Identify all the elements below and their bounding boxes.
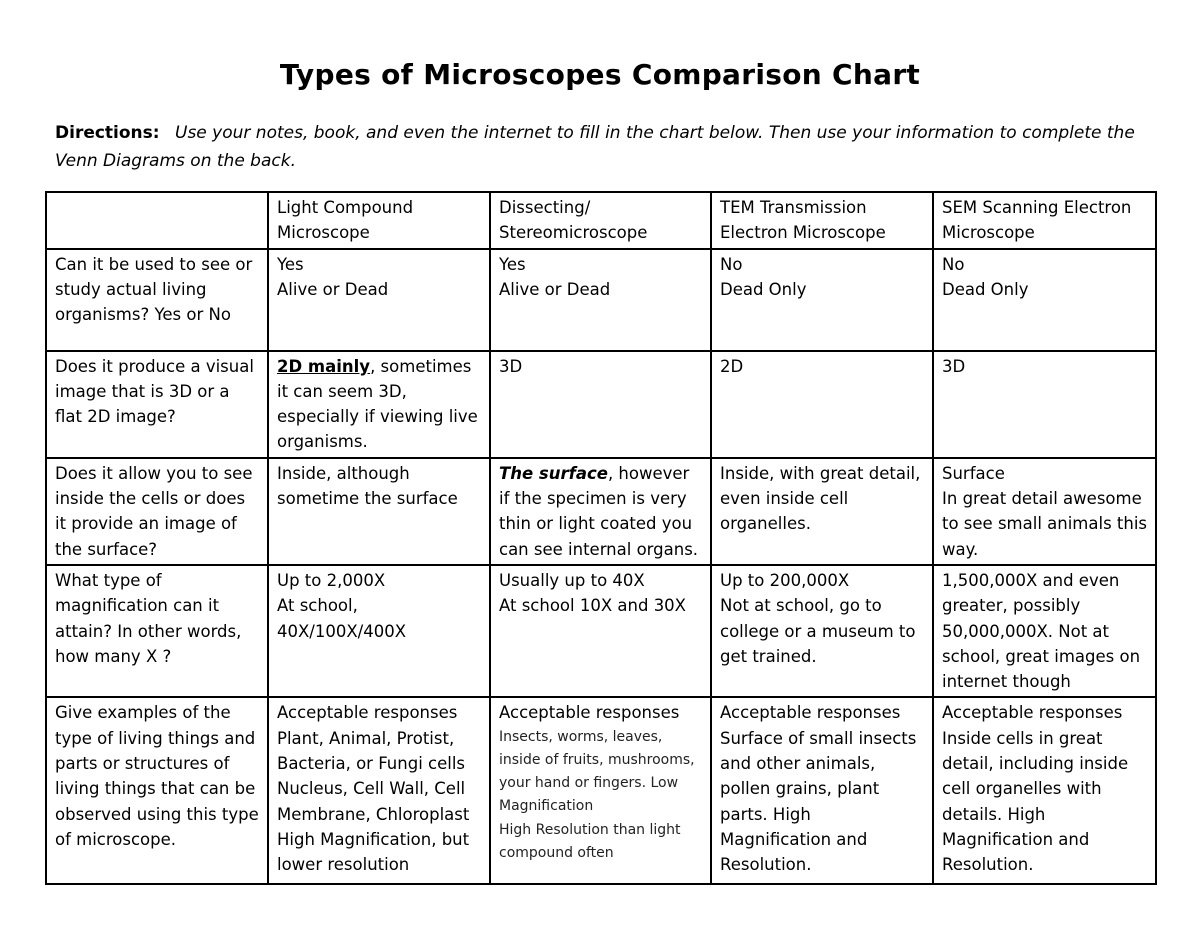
light-compound-cell: Inside, although sometime the surface [268, 458, 490, 565]
header-cell-tem [711, 192, 933, 249]
table-row [46, 565, 1156, 697]
dissecting-cell [490, 458, 711, 565]
dissecting-cell: Yes Alive or Dead [490, 249, 711, 351]
directions [55, 119, 1155, 175]
table-header-row [46, 192, 1156, 249]
header-cell-dissecting [490, 192, 711, 249]
table-row [46, 249, 1156, 351]
sem-cell: Surface In great detail awesome to see small animals this way. [933, 458, 1156, 565]
header-label: Dissecting/ Stereomicroscope [499, 198, 648, 243]
dissecting-cell: 3D [490, 351, 711, 458]
sem-cell: 1,500,000X and even greater, possibly 50,000,000X. Not at school, great images on internet though [933, 565, 1156, 697]
light-compound-cell: Acceptable responses Plant, Animal, Protist, Bacteria, or Fungi cells Nucleus, Cell Wall, Cell Membrane, Chloroplast High Magnification, but lower resolution [268, 697, 490, 884]
tem-cell: Inside, with great detail, even inside cell organelles. [711, 458, 933, 565]
header-cell-light-compound [268, 192, 490, 249]
sem-cell: Acceptable responses Inside cells in great detail, including inside cell organelles with details. High Magnification and Resolution. [933, 697, 1156, 884]
directions-label: Directions: [55, 123, 160, 143]
tem-cell: Up to 200,000X Not at school, go to college or a museum to get trained. [711, 565, 933, 697]
cell-heading: Acceptable responses [499, 703, 680, 723]
header-label: Light Compound Microscope [277, 198, 414, 243]
question-cell: Give examples of the type of living things and parts or structures of living things that can be observed using this type of microscope. [46, 697, 268, 884]
cell-small-text: Insects, worms, leaves, inside of fruits, mushrooms, your hand or fingers. Low Magnification High Resolution than light compound often [499, 728, 695, 861]
question-cell: Does it produce a visual image that is 3D or a flat 2D image? [46, 351, 268, 458]
header-cell-empty [46, 192, 268, 249]
cell-text: , sometimes it can seem 3D, especially if viewing live organisms. [277, 356, 478, 452]
tem-cell: Acceptable responses Surface of small insects and other animals, pollen grains, plant parts. High Magnification and Resolution. [711, 697, 933, 884]
question-cell: What type of magnification can it attain? In other words, how many X ? [46, 565, 268, 697]
emphasis-text: The surface [499, 463, 608, 483]
page-title: Types of Microscopes Comparison Chart [279, 58, 921, 91]
comparison-table [45, 191, 1157, 885]
dissecting-cell: Usually up to 40X At school 10X and 30X [490, 565, 711, 697]
cell-text: , however if the specimen is very thin or light coated you can see internal organs. [499, 463, 699, 559]
emphasis-text: 2D mainly [277, 356, 371, 376]
light-compound-cell: Yes Alive or Dead [268, 249, 490, 351]
header-label: SEM Scanning Electron Microscope [942, 198, 1132, 243]
question-cell: Does it allow you to see inside the cells or does it provide an image of the surface? [46, 458, 268, 565]
light-compound-cell [268, 351, 490, 458]
header-label: TEM Transmission Electron Microscope [720, 198, 886, 243]
directions-text: Use your notes, book, and even the internet to fill in the chart below. Then use your information to complete the Venn Diagrams on the back. [55, 123, 1135, 171]
tem-cell: 2D [711, 351, 933, 458]
table-row [46, 458, 1156, 565]
dissecting-cell [490, 697, 711, 884]
sem-cell: 3D [933, 351, 1156, 458]
question-cell: Can it be used to see or study actual living organisms? Yes or No [46, 249, 268, 351]
light-compound-cell: Up to 2,000X At school, 40X/100X/400X [268, 565, 490, 697]
header-cell-sem [933, 192, 1156, 249]
sem-cell: No Dead Only [933, 249, 1156, 351]
tem-cell: No Dead Only [711, 249, 933, 351]
table-row [46, 697, 1156, 884]
table-row [46, 351, 1156, 458]
